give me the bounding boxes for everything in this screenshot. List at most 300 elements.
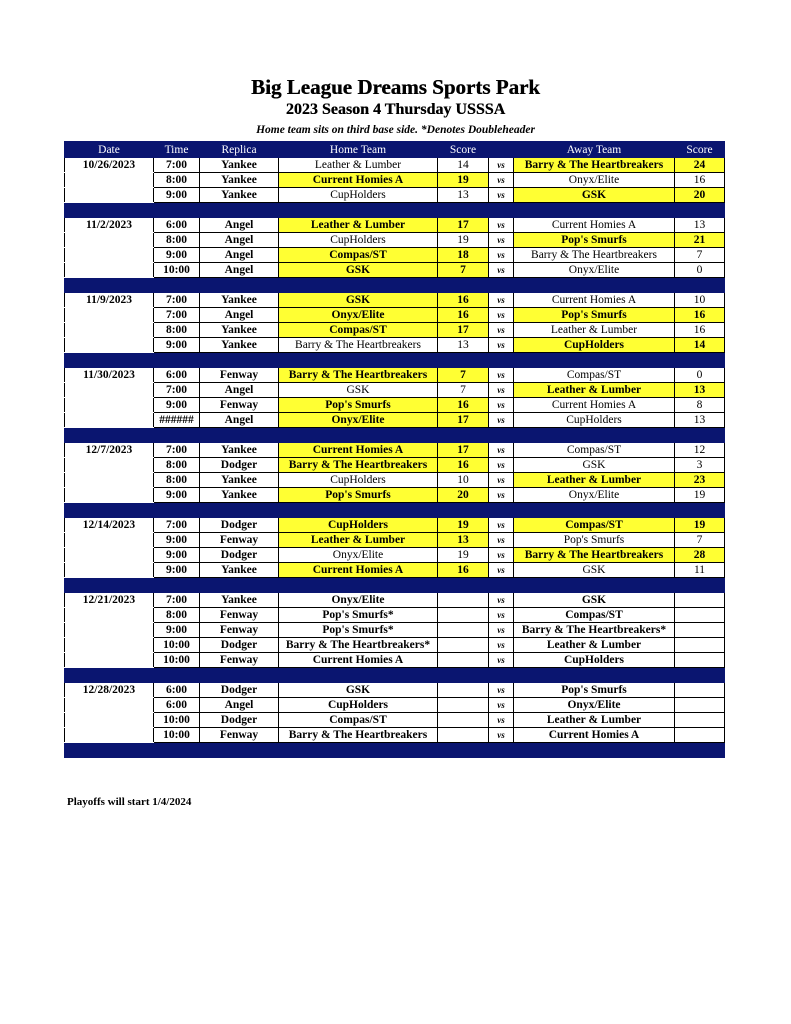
game-row	[65, 308, 725, 323]
away-score: 11	[675, 563, 725, 578]
home-score: 17	[438, 323, 489, 338]
game-time: 6:00	[154, 698, 200, 713]
away-score	[675, 683, 725, 698]
home-score	[438, 638, 489, 653]
game-time: 10:00	[154, 728, 200, 743]
vs-label: vs	[489, 248, 514, 263]
away-score: 8	[675, 398, 725, 413]
vs-label: vs	[489, 233, 514, 248]
vs-label: vs	[489, 548, 514, 563]
separator-cell	[438, 578, 489, 593]
vs-label: vs	[489, 323, 514, 338]
column-header-date: Date	[65, 142, 154, 158]
separator-cell	[279, 503, 438, 518]
game-row	[65, 548, 725, 563]
game-time: 9:00	[154, 248, 200, 263]
game-time: 9:00	[154, 548, 200, 563]
game-row	[65, 683, 725, 698]
game-replica-field: Dodger	[200, 683, 279, 698]
separator-cell	[154, 278, 200, 293]
separator-cell	[279, 668, 438, 683]
separator-cell	[675, 503, 725, 518]
home-team: GSK	[279, 263, 438, 278]
separator-cell	[65, 428, 154, 443]
away-score: 3	[675, 458, 725, 473]
game-date: 12/7/2023	[65, 443, 154, 458]
away-team: Compas/ST	[514, 443, 675, 458]
game-date	[65, 638, 154, 653]
away-team: Pop's Smurfs	[514, 533, 675, 548]
game-time: 8:00	[154, 458, 200, 473]
game-replica-field: Angel	[200, 248, 279, 263]
game-time: 10:00	[154, 653, 200, 668]
home-score: 7	[438, 383, 489, 398]
vs-label: vs	[489, 308, 514, 323]
separator-cell	[438, 203, 489, 218]
page-subtitle: 2023 Season 4 Thursday USSSA	[285, 101, 506, 118]
home-score	[438, 683, 489, 698]
table-header-row	[65, 142, 725, 158]
separator-cell	[514, 428, 675, 443]
separator-cell	[514, 278, 675, 293]
away-team: Leather & Lumber	[514, 473, 675, 488]
away-score: 13	[675, 413, 725, 428]
home-team: Compas/ST	[279, 248, 438, 263]
game-date	[65, 563, 154, 578]
separator-cell	[438, 428, 489, 443]
game-replica-field: Angel	[200, 698, 279, 713]
separator-cell	[489, 743, 514, 758]
separator-cell	[438, 278, 489, 293]
away-score	[675, 623, 725, 638]
home-score: 19	[438, 548, 489, 563]
separator-cell	[200, 428, 279, 443]
separator-cell	[489, 203, 514, 218]
separator-cell	[200, 353, 279, 368]
game-replica-field: Fenway	[200, 728, 279, 743]
game-row	[65, 533, 725, 548]
away-score: 16	[675, 308, 725, 323]
game-date	[65, 458, 154, 473]
game-replica-field: Yankee	[200, 473, 279, 488]
away-score	[675, 713, 725, 728]
vs-label: vs	[489, 533, 514, 548]
game-date	[65, 338, 154, 353]
away-score: 19	[675, 488, 725, 503]
game-replica-field: Yankee	[200, 593, 279, 608]
away-team: Current Homies A	[514, 728, 675, 743]
away-score: 21	[675, 233, 725, 248]
away-team: CupHolders	[514, 413, 675, 428]
separator-cell	[65, 203, 154, 218]
home-score: 19	[438, 518, 489, 533]
away-score: 0	[675, 368, 725, 383]
game-time: 7:00	[154, 308, 200, 323]
game-date: 12/14/2023	[65, 518, 154, 533]
game-date	[65, 323, 154, 338]
home-team: CupHolders	[279, 473, 438, 488]
home-score	[438, 623, 489, 638]
away-team: Onyx/Elite	[514, 698, 675, 713]
game-row	[65, 473, 725, 488]
away-score: 7	[675, 533, 725, 548]
away-team: Current Homies A	[514, 218, 675, 233]
home-score: 20	[438, 488, 489, 503]
separator-cell	[675, 668, 725, 683]
game-replica-field: Angel	[200, 383, 279, 398]
home-score	[438, 728, 489, 743]
game-replica-field: Dodger	[200, 518, 279, 533]
separator-cell	[279, 743, 438, 758]
home-score	[438, 653, 489, 668]
separator-cell	[154, 503, 200, 518]
vs-label: vs	[489, 218, 514, 233]
game-row	[65, 488, 725, 503]
game-time: 8:00	[154, 608, 200, 623]
away-team: Compas/ST	[514, 518, 675, 533]
away-team: Compas/ST	[514, 608, 675, 623]
separator-cell	[514, 503, 675, 518]
home-team: GSK	[279, 383, 438, 398]
separator-cell	[438, 353, 489, 368]
vs-label: vs	[489, 653, 514, 668]
home-team: Onyx/Elite	[279, 308, 438, 323]
away-team: CupHolders	[514, 338, 675, 353]
separator-cell	[438, 668, 489, 683]
home-score: 17	[438, 218, 489, 233]
game-row	[65, 698, 725, 713]
game-row	[65, 383, 725, 398]
vs-label: vs	[489, 563, 514, 578]
game-date	[65, 233, 154, 248]
vs-label: vs	[489, 158, 514, 173]
away-team: GSK	[514, 563, 675, 578]
game-date	[65, 263, 154, 278]
game-time: 7:00	[154, 593, 200, 608]
vs-label: vs	[489, 338, 514, 353]
away-team: CupHolders	[514, 653, 675, 668]
home-team: Onyx/Elite	[279, 548, 438, 563]
home-team: Pop's Smurfs*	[279, 623, 438, 638]
home-team: Current Homies A	[279, 653, 438, 668]
vs-label: vs	[489, 608, 514, 623]
away-score: 20	[675, 188, 725, 203]
separator-cell	[675, 353, 725, 368]
week-separator	[65, 503, 725, 518]
game-time: 7:00	[154, 383, 200, 398]
week-separator	[65, 578, 725, 593]
schedule-body	[65, 158, 725, 758]
game-date	[65, 713, 154, 728]
separator-cell	[489, 278, 514, 293]
game-replica-field: Yankee	[200, 338, 279, 353]
away-team: Onyx/Elite	[514, 263, 675, 278]
home-team: Barry & The Heartbreakers*	[279, 638, 438, 653]
separator-cell	[489, 503, 514, 518]
game-row	[65, 593, 725, 608]
vs-label: vs	[489, 188, 514, 203]
separator-cell	[200, 278, 279, 293]
away-score: 19	[675, 518, 725, 533]
game-row	[65, 398, 725, 413]
game-replica-field: Dodger	[200, 548, 279, 563]
away-team: Current Homies A	[514, 398, 675, 413]
away-team: Barry & The Heartbreakers	[514, 548, 675, 563]
home-score: 16	[438, 308, 489, 323]
separator-cell	[154, 428, 200, 443]
home-score: 17	[438, 413, 489, 428]
away-score: 23	[675, 473, 725, 488]
game-row	[65, 608, 725, 623]
game-row	[65, 368, 725, 383]
home-team: Barry & The Heartbreakers	[279, 458, 438, 473]
away-score: 14	[675, 338, 725, 353]
home-score: 13	[438, 338, 489, 353]
away-score: 13	[675, 218, 725, 233]
home-score: 16	[438, 563, 489, 578]
column-header-away-team: Away Team	[514, 142, 675, 158]
game-date: 12/21/2023	[65, 593, 154, 608]
separator-cell	[200, 668, 279, 683]
game-row	[65, 638, 725, 653]
game-row	[65, 323, 725, 338]
game-date	[65, 653, 154, 668]
separator-cell	[438, 743, 489, 758]
vs-label: vs	[489, 593, 514, 608]
separator-cell	[514, 668, 675, 683]
vs-label: vs	[489, 638, 514, 653]
game-row	[65, 188, 725, 203]
seating-note: Home team sits on third base side. *Denotes Doubleheader	[256, 124, 535, 136]
away-score	[675, 653, 725, 668]
game-time: 6:00	[154, 218, 200, 233]
game-date	[65, 488, 154, 503]
home-team: Leather & Lumber	[279, 158, 438, 173]
home-score: 14	[438, 158, 489, 173]
game-time: 7:00	[154, 443, 200, 458]
game-replica-field: Yankee	[200, 293, 279, 308]
week-separator	[65, 278, 725, 293]
game-replica-field: Yankee	[200, 173, 279, 188]
week-separator	[65, 668, 725, 683]
home-team: Pop's Smurfs	[279, 398, 438, 413]
away-score	[675, 698, 725, 713]
separator-cell	[675, 578, 725, 593]
home-score: 16	[438, 293, 489, 308]
game-row	[65, 248, 725, 263]
game-date	[65, 623, 154, 638]
separator-cell	[154, 353, 200, 368]
home-team: Pop's Smurfs	[279, 488, 438, 503]
game-row	[65, 623, 725, 638]
home-team: Barry & The Heartbreakers	[279, 338, 438, 353]
column-header-vs	[489, 142, 514, 158]
separator-cell	[279, 203, 438, 218]
game-time: 9:00	[154, 398, 200, 413]
week-separator	[65, 353, 725, 368]
vs-label: vs	[489, 473, 514, 488]
away-team: Barry & The Heartbreakers	[514, 248, 675, 263]
game-row	[65, 563, 725, 578]
away-team: Pop's Smurfs	[514, 308, 675, 323]
game-row	[65, 173, 725, 188]
separator-cell	[675, 278, 725, 293]
away-team: Current Homies A	[514, 293, 675, 308]
home-team: Onyx/Elite	[279, 593, 438, 608]
away-score: 0	[675, 263, 725, 278]
game-replica-field: Angel	[200, 233, 279, 248]
away-team: Leather & Lumber	[514, 638, 675, 653]
game-date	[65, 698, 154, 713]
separator-cell	[65, 743, 154, 758]
game-time: ######	[154, 413, 200, 428]
home-team: Compas/ST	[279, 713, 438, 728]
game-row	[65, 218, 725, 233]
game-time: 9:00	[154, 188, 200, 203]
game-time: 8:00	[154, 473, 200, 488]
away-team: GSK	[514, 188, 675, 203]
game-time: 9:00	[154, 338, 200, 353]
separator-cell	[489, 578, 514, 593]
separator-cell	[514, 353, 675, 368]
game-date	[65, 188, 154, 203]
separator-cell	[489, 668, 514, 683]
away-team: Pop's Smurfs	[514, 683, 675, 698]
vs-label: vs	[489, 383, 514, 398]
column-header-home-score: Score	[438, 142, 489, 158]
separator-cell	[489, 428, 514, 443]
game-replica-field: Fenway	[200, 608, 279, 623]
separator-cell	[675, 743, 725, 758]
game-time: 10:00	[154, 263, 200, 278]
away-score	[675, 608, 725, 623]
home-score: 7	[438, 368, 489, 383]
away-score	[675, 638, 725, 653]
home-score	[438, 713, 489, 728]
home-score: 19	[438, 173, 489, 188]
home-team: Leather & Lumber	[279, 533, 438, 548]
week-separator	[65, 428, 725, 443]
home-team: Current Homies A	[279, 173, 438, 188]
home-team: GSK	[279, 293, 438, 308]
away-team: Compas/ST	[514, 368, 675, 383]
separator-cell	[200, 743, 279, 758]
home-team: CupHolders	[279, 518, 438, 533]
home-score	[438, 608, 489, 623]
separator-cell	[65, 503, 154, 518]
game-replica-field: Yankee	[200, 488, 279, 503]
separator-cell	[279, 428, 438, 443]
separator-cell	[65, 278, 154, 293]
home-score	[438, 698, 489, 713]
away-score: 16	[675, 173, 725, 188]
game-time: 9:00	[154, 563, 200, 578]
home-team: CupHolders	[279, 233, 438, 248]
separator-cell	[279, 353, 438, 368]
away-team: Barry & The Heartbreakers*	[514, 623, 675, 638]
home-score: 18	[438, 248, 489, 263]
game-replica-field: Yankee	[200, 563, 279, 578]
home-team: CupHolders	[279, 188, 438, 203]
game-row	[65, 338, 725, 353]
game-replica-field: Angel	[200, 263, 279, 278]
away-team: Onyx/Elite	[514, 173, 675, 188]
game-row	[65, 158, 725, 173]
separator-cell	[675, 203, 725, 218]
separator-cell	[200, 203, 279, 218]
away-score: 10	[675, 293, 725, 308]
vs-label: vs	[489, 458, 514, 473]
vs-label: vs	[489, 398, 514, 413]
game-replica-field: Dodger	[200, 638, 279, 653]
away-score	[675, 728, 725, 743]
game-time: 9:00	[154, 533, 200, 548]
game-time: 10:00	[154, 638, 200, 653]
game-row	[65, 653, 725, 668]
home-team: Leather & Lumber	[279, 218, 438, 233]
game-date	[65, 548, 154, 563]
separator-cell	[438, 503, 489, 518]
vs-label: vs	[489, 683, 514, 698]
game-time: 6:00	[154, 683, 200, 698]
vs-label: vs	[489, 293, 514, 308]
away-team: Onyx/Elite	[514, 488, 675, 503]
home-score: 19	[438, 233, 489, 248]
vs-label: vs	[489, 518, 514, 533]
game-date: 11/30/2023	[65, 368, 154, 383]
separator-cell	[279, 578, 438, 593]
vs-label: vs	[489, 713, 514, 728]
home-team: CupHolders	[279, 698, 438, 713]
game-row	[65, 443, 725, 458]
separator-cell	[489, 353, 514, 368]
game-replica-field: Dodger	[200, 458, 279, 473]
game-date	[65, 383, 154, 398]
column-header-away-score: Score	[675, 142, 725, 158]
game-time: 9:00	[154, 488, 200, 503]
game-replica-field: Fenway	[200, 398, 279, 413]
game-time: 8:00	[154, 233, 200, 248]
vs-label: vs	[489, 623, 514, 638]
game-date	[65, 308, 154, 323]
away-score: 28	[675, 548, 725, 563]
game-date	[65, 413, 154, 428]
game-row	[65, 728, 725, 743]
game-date: 11/9/2023	[65, 293, 154, 308]
separator-cell	[514, 578, 675, 593]
game-date	[65, 728, 154, 743]
game-time: 8:00	[154, 173, 200, 188]
game-replica-field: Angel	[200, 413, 279, 428]
playoffs-note: Playoffs will start 1/4/2024	[67, 796, 192, 808]
away-team: GSK	[514, 458, 675, 473]
vs-label: vs	[489, 413, 514, 428]
away-score: 24	[675, 158, 725, 173]
game-row	[65, 413, 725, 428]
vs-label: vs	[489, 173, 514, 188]
game-replica-field: Fenway	[200, 368, 279, 383]
home-score: 17	[438, 443, 489, 458]
game-date	[65, 533, 154, 548]
game-date	[65, 173, 154, 188]
game-replica-field: Yankee	[200, 188, 279, 203]
separator-cell	[675, 428, 725, 443]
game-date	[65, 398, 154, 413]
home-score: 16	[438, 398, 489, 413]
game-row	[65, 458, 725, 473]
home-team: Pop's Smurfs*	[279, 608, 438, 623]
week-separator	[65, 743, 725, 758]
